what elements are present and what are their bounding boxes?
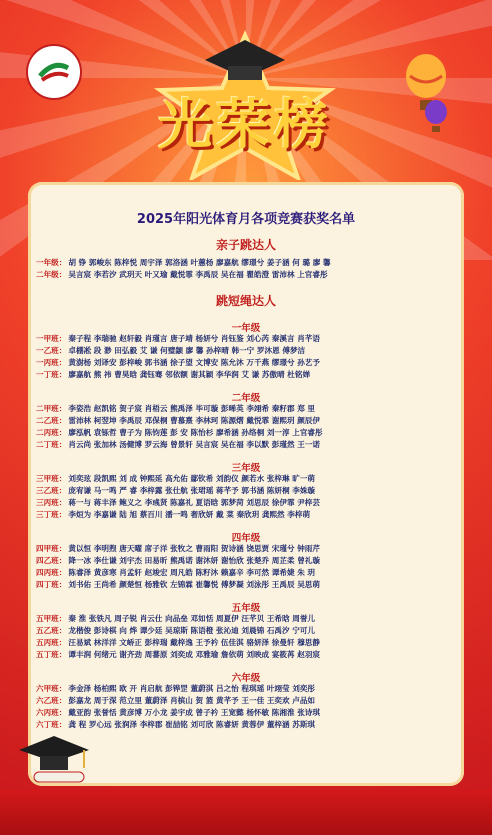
list-item: 三丙班： 蒋一与 蒋丰泽 鲍义之 李彧贤 陈嘉礼 夏语晗 郭梦菏 刘思辰 徐伊霏 尹梓芸 [36,498,320,507]
list-item: 五甲班： 秦 淮 张铁凡 周子锐 肖云仕 向品垒 邓如恬 周夏伊 汪芊贝 王希晗 周誉儿 [36,614,316,623]
list-item: 五丙班： 汪易斌 林洋洋 文峤正 彭梓瑞 戴梓逸 王予衿 伍佳淇 骆妍泽 徐曼轩 穆思静 [36,638,320,647]
section-title-short-rope: 跳短绳达人 [215,294,276,308]
banner-title: 光荣榜 [158,92,332,156]
grade-heading: 三年级 [231,463,261,474]
list-item: 二丙班： 廖泓帆 袁铄哲 曹子为 陈钧莲 彭 安 陈怡杉 廖希涵 孙络桐 刘一淳 上官睿彤 [36,428,323,437]
list-item: 六丁班： 龚 程 罗心远 张润泽 李梓郡 崔喆铭 刘可欣 陈睿妍 黄蓉伊 董梓涵 苏斯琪 [36,720,316,729]
list-item: 二乙班： 雷沛林 柯翌坤 李禹辰 邓保桐 曹慕熹 李林珂 陈源熠 戴悦霏 谢熙玥 颜辰伊 [36,416,320,425]
list-item: 一甲班： 秦子程 李瑞驰 赵轩毅 肖瑾言 唐子靖 杨妍兮 肖钰鉴 刘心芮 秦溪言 肖芊语 [36,334,320,343]
logo-emblem-icon [34,52,74,92]
list-item: 五丁班： 谭丰润 何绪元 谢齐劲 周蕃原 刘奕成 邓雅瑜 詹依萌 刘映成 宴筱苒 赵羽宸 [36,650,320,659]
list-item: 五乙班： 龙楷俊 彭诗棋 向 烨 谭少廷 吴琼斯 陈语橙 张沁迪 刘晨锦 石禹汐 宁可儿 [36,626,316,635]
footer-band [0,790,492,835]
list-item: 四乙班： 降一冰 李仕谦 刘宇杰 田易昕 熊禹诺 谢沐妍 谢怡欣 张楚乔 周芷柔 曾礼璇 [36,556,320,565]
list-item: 六乙班： 彭嘉龙 周于深 范立里 董蔚泽 肖槟山 贺 篮 黄芊予 王一佳 王奕欢 卢品如 [36,696,316,705]
grade-heading: 二年级 [231,393,261,404]
list-item: 四丁班： 刘书佑 王尚希 颜楚恒 杨雅钦 左锦霖 崔馨悦 傅梦凝 刘泳彤 王禹辰 吴思萌 [36,580,320,589]
list-item: 四甲班： 黄以恒 李明煦 唐天曜 席子洋 张牧之 曹雨阳 贺诗涵 饶思贾 宋瑾兮 钟雨芹 [36,544,320,553]
school-logo [26,44,82,100]
list-item: 六丙班： 戴亚韵 张誉恬 黄彦博 万小龙 姜宇成 曾子衿 王宽懿 杨怀敏 陈湘淮 张诗琪 [36,708,320,717]
list-item: 一乙班： 卓棚凇 段 渺 田弘毅 艾 谦 何璧颛 廖 馨 孙梓晴 韩一宁 罗沐恩 傅梦洁 [36,346,306,355]
list-item: 六甲班： 李金泽 杨柏熙 欧 开 肖启航 彭铧罡 董蔚淇 吕之怡 程琪瑶 叶翊莹 刘奕彤 [36,684,316,693]
graduation-cap-icon [14,728,94,788]
grade-heading: 四年级 [231,533,261,544]
list-item: 一年级： 胡 铮 郭峻东 陈梓悦 周宇泽 郭洛涵 叶蕙杨 廖嘉航 缪璟兮 姜子涵 何 璐 廖 馨 [36,258,331,267]
list-item: 三乙班： 庞宥谦 马一鸣 严 睿 李梓露 张仕航 张珺瑶 蒋芊予 郭书涵 陈妍桐 李姝璇 [36,486,316,495]
list-item: 三丁班： 李烜为 李嘉谦 陆 旭 蔡百川 潘一鸣 奢欣妍 戴 菜 秦欣玥 龚熙然 李梓萌 [36,510,311,519]
grade-heading: 一年级 [231,323,261,334]
list-item: 三甲班： 刘奕玹 段凯熙 刘 成 钟熙延 高允佑 鄢钦希 刘韵仪 颜若水 张梓琳 旷一萌 [36,474,316,483]
page-title: 2025年阳光体育月各项竞赛获奖名单 [136,212,356,227]
section-title-parent-child: 亲子跳达人 [215,238,276,252]
list-item: 二丁班： 肖云尚 张加林 汤健博 罗云海 曾景轩 吴言宸 吴在福 李以默 彭瑾然 王一诺 [36,440,320,449]
list-item: 四丙班： 陈睿泽 黄彦寒 肖孟轩 赵竣宏 周凡皓 陈籽沐 赖嘉辛 李可然 谭希婕 朱 玥 [36,568,316,577]
list-item: 一丁班： 廖嘉航 熊 祎 曹昊晗 龚钰骞 邻依额 谢其颖 李华润 艾 谦 苏傲晴 杜铭婵 [36,370,311,379]
list-item: 一丙班： 黄澍杨 刘译安 彭梓峻 郭书涵 徐子望 文博安 陈允沐 万千燕 缪璟兮 孙艺予 [36,358,320,367]
list-item: 二年级： 吴言宸 李若汐 武玥天 叶又瑜 戴悦霏 李禹辰 吴在福 瞿皓澄 雷沛林 上官睿彤 [36,270,328,279]
grade-heading: 六年级 [231,673,261,684]
list-item: 二甲班： 李姿浩 赵凯铭 贺子宸 肖梧云 熊禹泽 毕可璇 彭晞英 李翊希 秦籽郡 郑 里 [36,404,316,413]
small-balloon-icon [424,100,448,134]
grade-heading: 五年级 [231,603,261,614]
